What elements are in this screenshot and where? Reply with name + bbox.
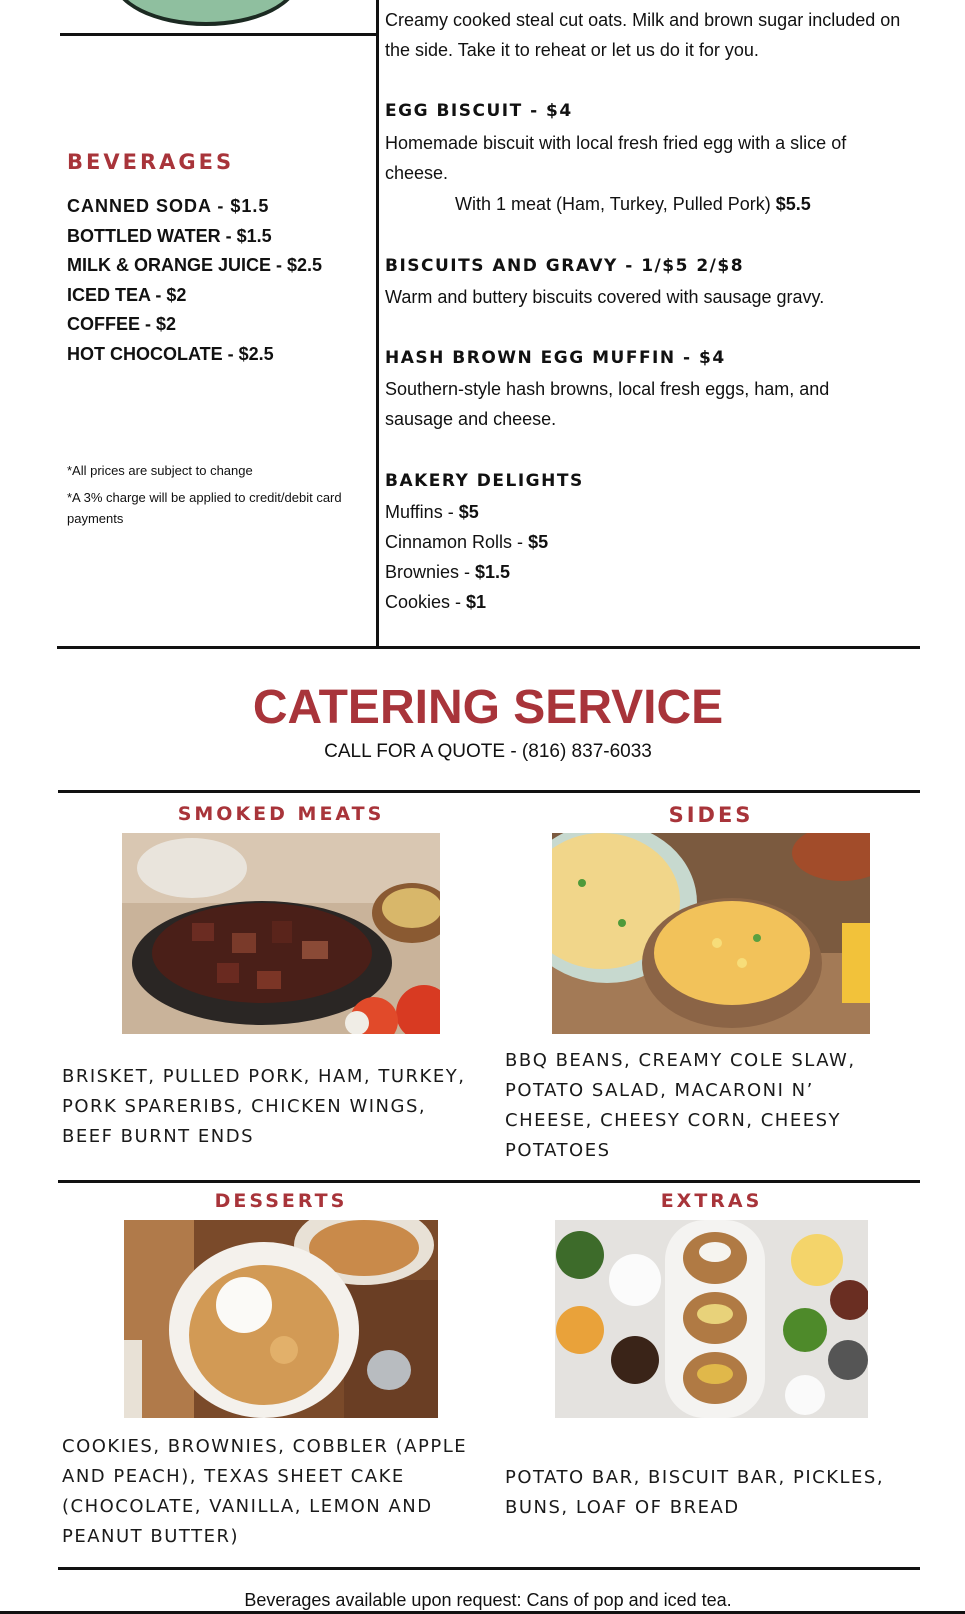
beverage-item: COFFEE - $2 xyxy=(67,314,177,334)
divider-top-left xyxy=(60,33,378,36)
sides-text: BBQ BEANS, CREAMY COLE SLAW, POTATO SALAD, MACARONI N’ CHEESE, CHEESY CORN, CHEESY POTATOES xyxy=(505,1050,856,1161)
divider-catering-top xyxy=(58,790,920,793)
smoked-meats-title: SMOKED MEATS xyxy=(177,803,385,825)
extras-text: POTATO BAR, BISCUIT BAR, PICKLES, BUNS, LOAF OF BREAD xyxy=(505,1467,885,1518)
bakery-item xyxy=(385,587,548,617)
sides-title: SIDES xyxy=(668,803,754,827)
hash-brown-description: Southern-style hash browns, local fresh eggs, ham, and sausage and cheese. xyxy=(385,379,830,429)
egg-biscuit-option xyxy=(455,189,811,219)
extras-title: EXTRAS xyxy=(660,1190,763,1212)
desserts-text: COOKIES, BROWNIES, COBBLER (APPLE AND PEACH), TEXAS SHEET CAKE (CHOCOLATE, VANILLA, LEMON AND PEANUT BUTTER) xyxy=(62,1436,468,1547)
oats-description: Creamy cooked steal cut oats. Milk and brown sugar included on the side. Take it to reheat or let us do it for you. xyxy=(385,10,901,60)
bakery-item-price: $5 xyxy=(458,502,479,522)
divider-catering-middle xyxy=(58,1180,920,1183)
smoked-meats-text: BRISKET, PULLED PORK, HAM, TURKEY, PORK SPARERIBS, CHICKEN WINGS, BEEF BURNT ENDS xyxy=(62,1066,466,1147)
price-note: *All prices are subject to change xyxy=(67,463,253,478)
bakery-item-name: Muffins - xyxy=(385,502,459,522)
divider-catering-bottom xyxy=(58,1567,920,1570)
bakery-item-name: Brownies - xyxy=(385,562,476,582)
bakery-item-price: $5 xyxy=(528,532,549,552)
bakery-item-name: Cinnamon Rolls - xyxy=(385,532,529,552)
divider-vertical xyxy=(376,0,379,649)
bakery-list xyxy=(385,497,548,617)
bakery-item-price: $1 xyxy=(466,592,487,612)
egg-biscuit-title: EGG BISCUIT - $4 xyxy=(385,101,573,121)
bakery-item xyxy=(385,497,548,527)
catering-title: CATERING SERVICE xyxy=(252,681,724,734)
top-plate-image xyxy=(112,0,300,26)
desserts-image xyxy=(124,1220,438,1418)
egg-biscuit-option-text: With 1 meat (Ham, Turkey, Pulled Pork) xyxy=(455,194,771,214)
beverage-item: CANNED SODA - $1.5 xyxy=(67,196,270,216)
beverage-item: ICED TEA - $2 xyxy=(67,284,187,305)
smoked-meats-image xyxy=(122,833,440,1034)
bakery-title: BAKERY DELIGHTS xyxy=(385,471,584,491)
card-charge-note: *A 3% charge will be applied to credit/debit card payments xyxy=(67,490,342,526)
biscuits-gravy-title: BISCUITS AND GRAVY - 1/$5 2/$8 xyxy=(385,256,745,276)
desserts-title: DESSERTS xyxy=(214,1190,348,1212)
divider-section xyxy=(57,646,920,649)
egg-biscuit-option-price: $5.5 xyxy=(775,194,811,214)
bakery-item xyxy=(385,527,548,557)
egg-biscuit-description: Homemade biscuit with local fresh fried egg with a slice of cheese. xyxy=(385,133,847,183)
beverages-list xyxy=(67,192,367,369)
catering-quote: CALL FOR A QUOTE - (816) 837-6033 xyxy=(324,741,652,762)
footer-note: Beverages available upon request: Cans of pop and iced tea. xyxy=(244,1590,732,1610)
beverage-item: MILK & ORANGE JUICE - $2.5 xyxy=(67,255,323,275)
sides-image xyxy=(552,833,870,1034)
beverages-title: BEVERAGES xyxy=(67,150,235,174)
extras-image xyxy=(555,1220,868,1418)
bakery-item xyxy=(385,557,548,587)
bakery-item-price: $1.5 xyxy=(475,562,511,582)
beverage-item: BOTTLED WATER - $1.5 xyxy=(67,225,272,246)
biscuits-gravy-description: Warm and buttery biscuits covered with sausage gravy. xyxy=(385,287,825,307)
beverage-item: HOT CHOCOLATE - $2.5 xyxy=(67,343,274,364)
hash-brown-title: HASH BROWN EGG MUFFIN - $4 xyxy=(385,348,726,368)
bakery-item-name: Cookies - xyxy=(385,592,467,612)
